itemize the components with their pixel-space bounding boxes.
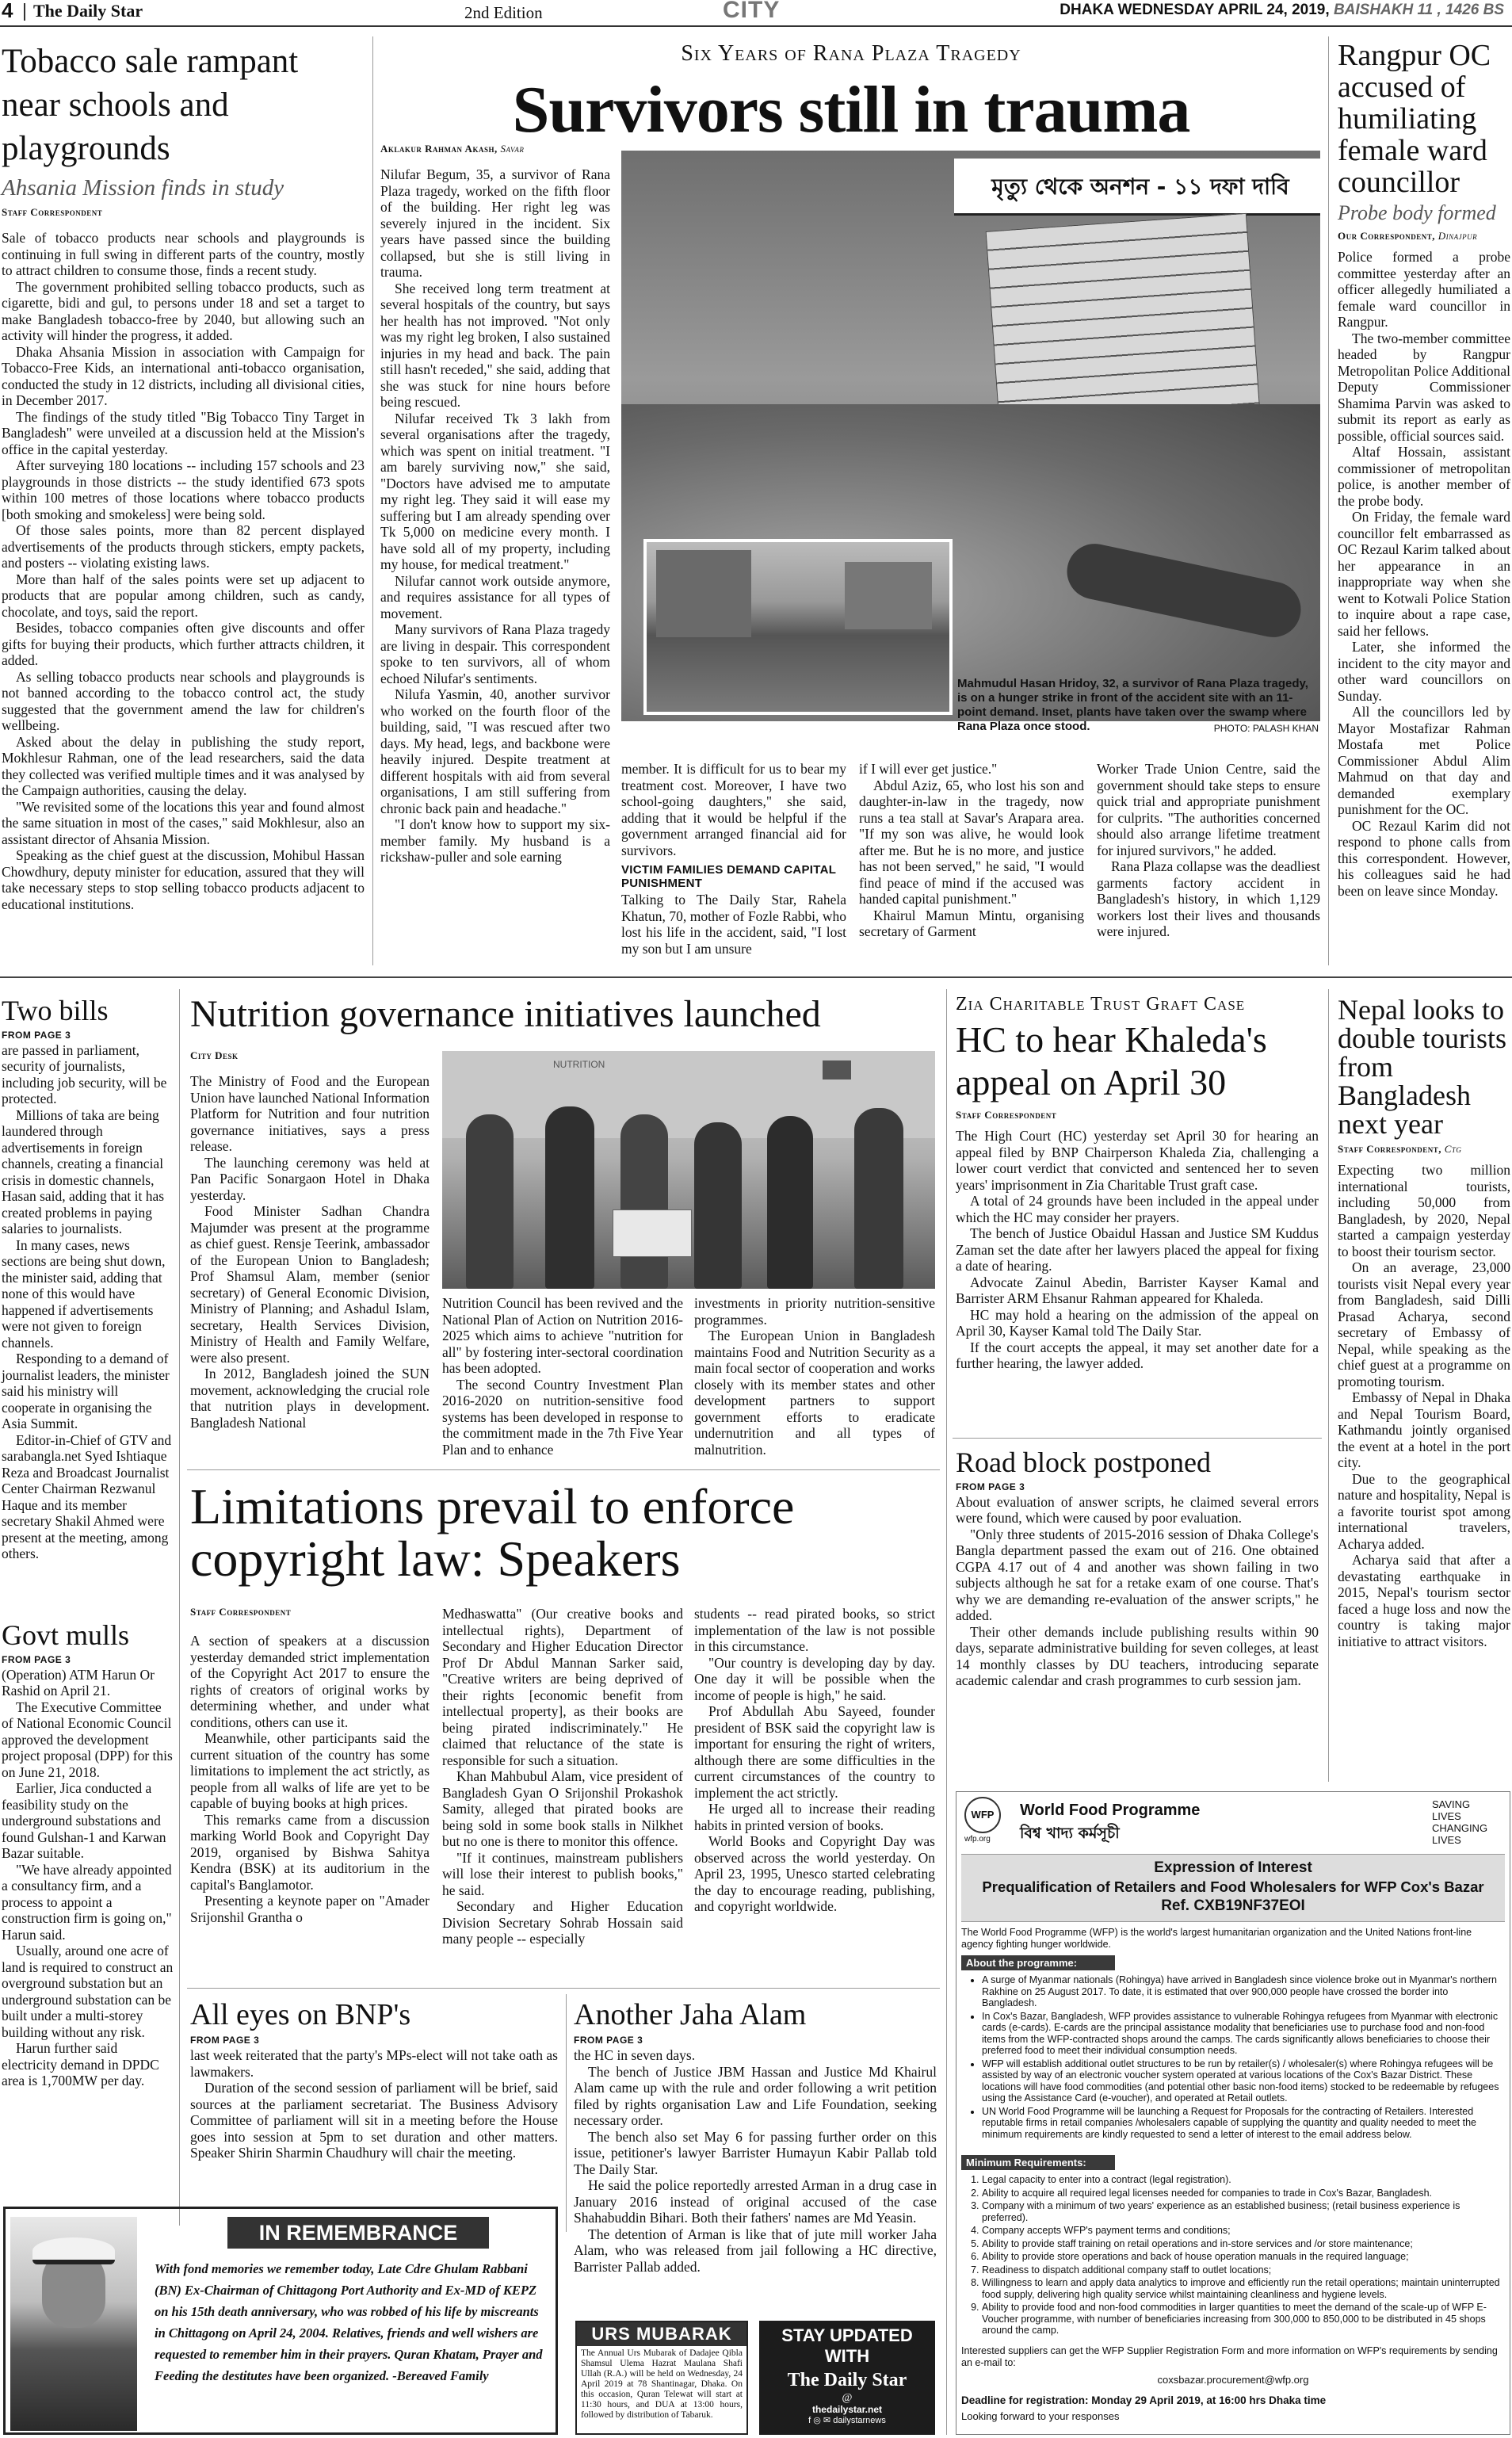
paragraph: Khairul Mamun Mintu, organising secretary of Garment	[859, 907, 1084, 939]
paragraph: The second Country Investment Plan 2016-2020 on nutrition-sensitive food systems has been developed in response to the commitment made in the 7th Five Year Plan and to enhance	[442, 1376, 683, 1458]
paragraph: OC Rezaul Karim did not respond to phone calls from this correspondent. However, his colleagues said he had been on leave since Monday.	[1338, 817, 1510, 899]
photo-credit: PHOTO: PALASH KHAN	[1213, 723, 1319, 734]
wfp-requirements-list	[961, 2174, 1505, 2338]
paragraph: Editor-in-Chief of GTV and sarabangla.net Syed Ishtiaque Reza and Broadcast Journalist Center Chairman Rezwanul Haque and its member secretary Shakil Ahmed were present at the meeting, among others.	[2, 1431, 172, 1562]
rangpur-subheadline: Probe body formed	[1338, 201, 1496, 224]
list-item: 3. Company with a minimum of two years' experience as an established business; (retail business experience is preferred).	[982, 2200, 1505, 2223]
jump-label: FROM PAGE 3	[190, 2035, 260, 2046]
wfp-min-label: Minimum Requirements:	[961, 2155, 1115, 2170]
jump-label: FROM PAGE 3	[2, 1029, 71, 1041]
paragraph: Altaf Hossain, assistant commissioner of metropolitan police, is another member of the probe body.	[1338, 444, 1510, 509]
paragraph: Police formed a probe committee yesterday after an officer allegedly humiliated a female ward councillor in Rangpur.	[1338, 249, 1510, 330]
paragraph: Duration of the second session of parliament will be brief, said sources at the parliament secretariat. The Business Advisory Committee of parliament will sit in a meeting before the House goes into session at 5pm to set duration and other matters. Speaker Shirin Sharmin Chaudhury will chair the meeting.	[190, 2080, 558, 2161]
paragraph: The bench also set May 6 for passing further order on this issue, petitioner's lawyer Barrister Humayun Kabir Pallab told The Daily Star.	[574, 2128, 937, 2177]
paragraph: "I don't know how to support my six-member family. My husband is a rickshaw-puller and sole earning	[380, 816, 610, 865]
remembrance-title: IN REMEMBRANCE	[227, 2217, 489, 2249]
wfp-logo-url: wfp.org	[964, 1835, 991, 1844]
govtmulls-story	[2, 1620, 174, 2089]
rangpur-headline: Rangpur OC accused of humiliating female ward councillor	[1338, 39, 1491, 199]
stay-updated-ad	[759, 2321, 935, 2435]
roadblock-headline: Road block postponed	[956, 1446, 1211, 1478]
paragraph: A total of 24 grounds have been included in the appeal under which the HC may consider her prayers.	[956, 1193, 1319, 1225]
khaleda-headline: HC to hear Khaleda's appeal on April 30	[956, 1019, 1267, 1102]
social-icons: f ◎ ✉	[808, 2416, 834, 2425]
nutrition-col-2	[442, 1295, 683, 1458]
paragraph: More than half of the sales points were set up adjacent to products that are popular among children, such as candy, chocolate, and toys, said the report.	[2, 571, 365, 620]
paragraph: HC may hold a hearing on the admission of the appeal on April 30, Kayser Kamal told The Daily Star.	[956, 1306, 1319, 1339]
rana-byline	[380, 143, 524, 155]
byline-name: Our Correspondent,	[1338, 230, 1436, 242]
paragraph: The bench of Justice JBM Hassan and Justice Md Khairul Alam came up with the rule and order following a writ petition filed by rights organisation Law and Life Foundation, seeking necessary order.	[574, 2063, 937, 2129]
wfp-email-link[interactable]: coxsbazar.procurement@wfp.org	[1157, 2374, 1309, 2386]
paragraph: The Ministry of Food and the European Union have launched National Information Platform for Nutrition and four nutrition governance initiatives, says a press release.	[190, 1073, 430, 1154]
paragraph: Speaking as the chief guest at the discussion, Mohibul Hassan Chowdhury, deputy minister for education, assured that they will take necessary steps to stop selling tobacco products adjacent to educational institutions.	[2, 847, 365, 912]
paragraph: She received long term treatment at several hospitals of the country, but says her health has not improved. "Not only was my right leg broken, I also sustained injuries in my head and back. The pain still hasn't receded," she said, adding that she was stuck for nine hours before being rescued.	[380, 280, 610, 410]
paragraph: "We have already appointed a consultancy firm, and a process to appoint a construction firm is going on," Harun said.	[2, 1861, 172, 1943]
paragraph: Expecting two million international tourists, including 50,000 from Bangladesh, by 2020, Nepal started a campaign yesterday to boost their tourism sector.	[1338, 1162, 1510, 1259]
paragraph: Medhaswatta" (Our creative books and intellectual rights), Department of Secondary and Higher Education Director Prof Dr Abdul Mannan Sarker said, "Creative writers are being deprived of their rights [economic benefit from intellectual property], as their books are being pirated indiscriminately." He claimed that reluctance of the state is responsible for such a situation.	[442, 1606, 683, 1768]
paragraph: The government prohibited selling tobacco products, such as cigarette, bidi and gul, to persons under 18 and set a target to make Bangladesh tobacco-free by 2040, but allowing such an activity will hinder the progress, it added.	[2, 278, 365, 343]
wfp-ad	[956, 1791, 1510, 2435]
paragraph: On an average, 23,000 tourists visit Nepal every year from Bangladesh, said Dilli Prasad Acharya, second secretary of Embassy of Nepal, while speaking as the chief guest at a programme on promoting tourism.	[1338, 1259, 1510, 1389]
paragraph: Responding to a demand of journalist leaders, the minister said his ministry will cooperate in organising the Asia Summit.	[2, 1351, 170, 1432]
paragraph: Prof Abdullah Abu Sayeed, founder president of BSK said the copyright law is important for ensuring the right of writers, although there are some difficulties in the current circumstances of the country to implement the act strictly.	[694, 1703, 935, 1801]
paragraph: Of those sales points, more than 82 percent displayed advertisements of the products through stickers, empty packets, and posters -- violating existing laws.	[2, 522, 365, 571]
person-shape	[545, 1106, 594, 1289]
wfp-interested: Interested suppliers can get the WFP Supplier Registration Form and more information on WFP's requirements by sending an e-mail to:	[961, 2345, 1498, 2368]
paragraph: Their other demands include publishing results within 90 days, separate administrative building for seven colleges, at least 14 monthly classes by DU teachers, introducing separate academic calendar and crash programmes to curb session jam.	[956, 1623, 1319, 1689]
paragraph: "Our country is developing day by day. One day it will be possible when the income of people is high," he said.	[694, 1654, 935, 1703]
paragraph: He said the police reportedly arrested Arman in a drug case in January 2016 instead of original accused of the case Shahabuddin Bihari. Both their fathers' names are Md Yeasin.	[574, 2177, 937, 2226]
stay-brand: The Daily Star	[787, 2370, 907, 2390]
paragraph: On Friday, the female ward councillor felt embarrassed as OC Rezaul Karim talked about her appearance in an inappropriate way when she went to Kotwali Police Station to inquire about a rape case, said her fellows.	[1338, 509, 1510, 639]
stay-url[interactable]: thedailystar.net	[811, 2404, 883, 2415]
paragraph: Earlier, Jica conducted a feasibility study on the underground substations and found Gulshan-1 and Karwan Bazar suitable.	[2, 1780, 166, 1862]
dateline-bangla: BAISHAKH 11 , 1426 BS	[1333, 2, 1504, 18]
list-item: 2. Ability to acquire all required legal licenses needed for companies to trade in Cox's Bazar, Bangladesh.	[982, 2188, 1505, 2199]
paragraph: Presenting a keynote paper on "Amader Srijonshil Grantha o	[190, 1893, 430, 1925]
jump-label: FROM PAGE 3	[956, 1481, 1025, 1492]
paragraph: Nilufar Begum, 35, a survivor of Rana Plaza tragedy, worked on the fifth floor of the building. Her right leg was severely injured in the incident. Six years have passed since the building collapsed, but she is still living in trauma.	[380, 166, 610, 280]
person-shape	[854, 1108, 903, 1289]
wfp-logo-icon: WFP	[964, 1797, 1001, 1833]
copyright-byline: Staff Correspondent	[190, 1606, 292, 1618]
paragraph: Advocate Zainul Abedin, Barrister Kayser Kamal and Barrister ARM Ehsanur Rahman appeared for Khaleda.	[956, 1274, 1319, 1306]
stay-title: STAY UPDATED WITH	[781, 2325, 913, 2366]
jump-label: FROM PAGE 3	[2, 1653, 71, 1665]
list-item: • In Cox's Bazar, Bangladesh, WFP provides assistance to vulnerable Rohingya refugees from Myanmar with electronic cards (e-cards). E-cards are the principal assistance modality that beneficiaries use to purchase food and non-food items from the WFP-contracted shops around the camps. The cards significantly allows beneficiaries to choose their preferred food to meet their individual consumption needs.	[982, 2011, 1505, 2057]
wfp-org-name-bn: বিশ্ব খাদ্য কর্মসূচী	[1020, 1825, 1120, 1842]
building-shape	[845, 562, 932, 629]
paragraph: The launching ceremony was held at Pan Pacific Sonargaon Hotel in Dhaka yesterday.	[190, 1154, 430, 1203]
wfp-ref: Ref. CXB19NF37EOI	[1161, 1897, 1305, 1914]
caption-text: Mahmudul Hasan Hridoy, 32, a survivor of Rana Plaza tragedy, is on a hunger strike in front of the accident site with an 11-point demand. Inset, plants have taken over the swamp where Rana Plaza once stood.	[957, 677, 1308, 733]
person-shape	[694, 1122, 742, 1289]
wfp-eoi-box	[961, 1854, 1505, 1922]
paragraph: Talking to The Daily Star, Rahela Khatun, 70, mother of Fozle Rabbi, who lost his life in the accident, said, "I lost my son but I am unsure	[621, 892, 846, 957]
wfp-intro: The World Food Programme (WFP) is the world's largest humanitarian organization and the United Nations front-line agency fighting hunger worldwide.	[961, 1927, 1472, 1950]
paragraph: Khan Mahbubul Alam, vice president of Bangladesh Gyan O Srijonshil Prokashok Samity, alleged that pirated books are being sold in some book stalls in Nilkhet but no one is there to monitor this offence.	[442, 1768, 683, 1849]
list-item: 4. Company accepts WFP's payment terms and conditions;	[982, 2225, 1505, 2237]
banner-text: মৃত্যু থেকে অনশন - ১১ দফা দাবি	[991, 174, 1289, 200]
nepal-byline	[1338, 1143, 1510, 1156]
paragraph: Acharya said that after a devastating earthquake in 2015, Nepal's tourism sector faced a huge loss and now the country is taking major initiative to attract visitors.	[1338, 1552, 1510, 1649]
paragraph: Many survivors of Rana Plaza tragedy are living in despair. This correspondent spoke to ten survivors, all of whom echoed Nilufar's sentiments.	[380, 621, 610, 686]
paragraph: All the councillors led by Mayor Mostafizar Rahman Mostafa met Police Commissioner Abdul Alim Mahmud on that day and demanded exemplary punishment for the OC.	[1338, 704, 1510, 817]
khaleda-story	[956, 994, 1319, 1372]
nepal-headline: Nepal looks to double tourists from Bangladesh next year	[1338, 994, 1506, 1140]
remembrance-ad	[3, 2207, 558, 2435]
tobacco-subheadline: Ahsania Mission finds in study	[2, 175, 284, 201]
paragraph: Usually, around one acre of land is required to construct an overground substation but an underground substation can be built under a multi-storey building without any risk.	[2, 1943, 174, 2040]
paragraph: The findings of the study titled "Big Tobacco Tiny Target in Bangladesh" were unveiled at a discussion held at the Mission's office in the capital yesterday.	[2, 408, 365, 457]
urs-text: The Annual Urs Mubarak of Dadajee Qibla Shamsul Ulema Hazrat Maulana Shafi Ullah (R.A.) will be held on Wednesday, 24 April 2019 at 78 Shantinagar, Dhaka. On this occasion, Quran Telewat will start at 11:30 hours, and DUA at 13:00 hours, followed by distribution of Tabaruk.	[581, 2348, 743, 2420]
paragraph: last week reiterated that the party's MPs-elect will not take oath as lawmakers.	[190, 2047, 558, 2080]
nutrition-col-1	[190, 1073, 430, 1431]
masthead	[0, 0, 1512, 27]
paragraph: Rana Plaza collapse was the deadliest garments factory accident in Bangladesh's history, in which 1,129 workers lost their lives and thousands were injured.	[1097, 858, 1320, 939]
twobills-headline: Two bills	[2, 995, 109, 1026]
paragraph: The bench of Justice Obaidul Hassan and Justice SM Kuddus Zaman set the date after her lawyers placed the appeal for fixing a date of hearing.	[956, 1225, 1319, 1274]
copyright-col-3	[694, 1606, 935, 1915]
paragraph: if I will ever get justice."	[859, 761, 998, 777]
paragraph: If the court accepts the appeal, it may set another date for a further hearing, the lawyer added.	[956, 1339, 1319, 1371]
paragraph: Secondary and Higher Education Division Secretary Sohrab Hossain said many people -- especially	[442, 1898, 683, 1947]
paragraph: students -- read pirated books, so strict implementation of the law is not possible in this circumstance.	[694, 1606, 935, 1654]
section-label: CITY	[723, 0, 781, 23]
nepal-story	[1338, 995, 1510, 1649]
bnp-headline: All eyes on BNP's	[190, 1998, 411, 2031]
list-item: 5. Ability to provide staff training on retail operations and in-store services and /or store maintenance;	[982, 2238, 1505, 2250]
paragraph: Due to the geographical nature and hospitality, Nepal is a favorite tourist spot among international travelers, Acharya added.	[1338, 1470, 1510, 1552]
tobacco-story	[2, 40, 365, 912]
rana-subhead: VICTIM FAMILIES DEMAND CAPITAL PUNISHMENT	[621, 863, 836, 890]
jaha-story	[574, 1999, 937, 2275]
wfp-about-label: About the programme:	[961, 1955, 1115, 1970]
list-item: • UN World Food Programme will be launching a Request for Proposals for the contracting of Retailers. Interested reputable firms in retail companies /wholesalers capable of supplying the quantity and quality needed to meet the minimum requirements are kindly requested to send a letter of interest to the email address below.	[982, 2106, 1505, 2141]
urs-title: URS MUBARAK	[577, 2322, 746, 2346]
building-shape	[656, 550, 751, 637]
paragraph: Sale of tobacco products near schools and playgrounds is continuing in full swing in different parts of the country, mostly to attract children to consume those, finds a recent study.	[2, 230, 365, 278]
byline-place: Savar	[500, 143, 525, 155]
nutrition-byline: City Desk	[190, 1049, 239, 1061]
nutrition-photo	[442, 1051, 935, 1289]
section-rule	[0, 976, 1512, 978]
paragraph: After surveying 180 locations -- including 157 schools and 23 playgrounds in those districts -- the study identified 673 spots within 100 metres of those locations where tobacco products [both smoking and smokeless] were being sold.	[2, 457, 365, 522]
dateline	[1060, 2, 1504, 19]
eu-flag-icon	[823, 1060, 851, 1080]
paragraph: Later, she informed the incident to the city mayor and other ward councillors on Sunday.	[1338, 639, 1510, 704]
byline-place: Ctg	[1444, 1143, 1462, 1155]
paragraph: This remarks came from a discussion marking World Book and Copyright Day 2019, organised by Bishwa Sahitya Kendra (BSK) at its auditorium in the capital's Banglamotor.	[190, 1811, 430, 1893]
paragraph: Abdul Aziz, 65, who lost his son and daughter-in-law in the tragedy, now runs a tea stall at Savar's Arapara area. "If my son was alive, he would look after me. But he is no more, and justice has not been served," he said, "I would find peace of mind if the accused was handed capital punishment."	[859, 777, 1084, 907]
social-handle: dailystarnews	[833, 2416, 886, 2425]
paragraph: A section of speakers at a discussion yesterday demanded strict implementation of the Copyright Act 2017 to ensure the rights of creators of original works by determining whether, and under what conditions, others can use it.	[190, 1633, 430, 1730]
tobacco-body	[2, 230, 365, 912]
paragraph: Harun further said electricity demand in DPDC area is 1,700MW per day.	[2, 2040, 159, 2089]
rana-kicker: Six Years of Rana Plaza Tragedy	[681, 41, 1021, 66]
wfp-org-name: World Food Programme	[1020, 1802, 1201, 1819]
wfp-about-list	[961, 1974, 1505, 2142]
byline-place: Dinajpur	[1438, 230, 1478, 242]
nutrition-col-3	[694, 1295, 935, 1458]
section-rule	[187, 1988, 940, 1989]
copyright-headline: Limitations prevail to enforce copyright law: Speakers	[190, 1478, 795, 1587]
bnp-story	[190, 1999, 558, 2161]
podium-shape	[613, 1209, 692, 1257]
paragraph: In 2012, Bangladesh joined the SUN movement, acknowledging the crucial role that nutrition plays in development. Bangladesh National	[190, 1366, 430, 1431]
paragraph: Nilufar cannot work outside anymore, and requires assistance for all types of movement.	[380, 572, 610, 621]
byline-name: Staff Correspondent,	[1338, 1143, 1441, 1155]
paragraph: "If it continues, mainstream publishers will lose their interest to publish books," he said.	[442, 1849, 683, 1898]
urs-ad	[575, 2321, 748, 2435]
list-item: 8. Willingness to learn and apply data analytics to improve and efficiently run the retail operations; maintain uninterrupted food supply, delivering high quality service whilst maintaining cleanliness and hygiene levels.	[982, 2277, 1505, 2300]
list-item: 1. Legal capacity to enter into a contract (legal registration).	[982, 2174, 1505, 2186]
rana-col-2	[621, 761, 846, 957]
section-rule	[953, 1438, 1322, 1439]
byline-name: Aklakur Rahman Akash,	[380, 143, 498, 155]
wfp-closing: Looking forward to your responses	[961, 2410, 1120, 2422]
portrait-cap	[32, 2237, 115, 2264]
khaleda-byline: Staff Correspondent	[956, 1109, 1057, 1121]
paragraph: Nilufar received Tk 3 lakh from several organisations after the tragedy, which was spent on initial treatment. "I am barely surviving now," she said, "Doctors have advised me to amputate my right leg. They said it will ease my suffering but I am already spending over Tk 5,000 on medicine every month. I have sold all of my property, including my house, for medical treatment."	[380, 410, 610, 572]
rangpur-story	[1338, 40, 1510, 899]
rana-caption	[957, 677, 1319, 734]
column-rule	[1328, 989, 1329, 1782]
paragraph: As selling tobacco products near schools and playgrounds is not banned according to the tobacco control act, the study suggested that the government amend the law for children's wellbeing.	[2, 668, 365, 733]
backdrop-text: NUTRITION	[553, 1059, 605, 1070]
rana-plaza-photo	[621, 151, 1320, 721]
wfp-deadline: Deadline for registration: Monday 29 April 2019, at 16:00 hrs Dhaka time	[961, 2394, 1327, 2406]
rana-headline: Survivors still in trauma	[512, 73, 1190, 147]
section-rule	[187, 1469, 940, 1470]
paragraph: Besides, tobacco companies often give discounts and offer gifts for buying their products, which further attracts children, it added.	[2, 620, 365, 668]
paragraph: The High Court (HC) yesterday set April 30 for hearing an appeal filed by BNP Chairperson Khaleda Zia, challenging a lower court verdict that convicted and sentenced her to seven years' imprisonment in Zia Charitable Trust graft case.	[956, 1128, 1319, 1193]
masthead-divider	[24, 3, 25, 21]
paragraph: The Executive Committee of National Economic Council approved the development project proposal (DPP) for this on June 21, 2018.	[2, 1699, 173, 1780]
page-number: 4	[2, 0, 13, 22]
list-item: 6. Ability to provide store operations and back of house operation manuals in the required language;	[982, 2251, 1505, 2263]
jaha-headline: Another Jaha Alam	[574, 1998, 807, 2031]
paragraph: "Only three students of 2015-2016 session of Dhaka College's Bangla department passed the exam out of 216. One obtained CGPA 4.17 out of 4 and another was shown failing in two subjects although he sat for a retake exam of one course. That's why we are demanding re-evaluation of the answer scripts," he added.	[956, 1526, 1319, 1624]
paragraph: investments in priority nutrition-sensitive programmes.	[694, 1295, 935, 1328]
copyright-col-1	[190, 1633, 430, 1925]
person-shape	[466, 1114, 514, 1289]
list-item: 9. Ability to provide food and non-food commodities in larger quantities to meet the demand of the scale-up of WFP E-Voucher programme, with number of beneficiaries increasing from 300,000 to 850,000 to be distributed in 45 shops around the camp.	[982, 2302, 1505, 2337]
stay-social[interactable]	[759, 2415, 935, 2425]
govtmulls-headline: Govt mulls	[2, 1619, 130, 1651]
person-shape	[620, 1114, 668, 1289]
column-rule	[372, 36, 373, 965]
wfp-eoi-subtitle: Prequalification of Retailers and Food Wholesalers for WFP Cox's Bazar	[982, 1878, 1484, 1895]
remembrance-text: With fond memories we remember today, Late Cdre Ghulam Rabbani (BN) Ex-Chairman of Chittagong Port Authority and Ex-MD of KEPZ on his 15th death anniversary, who was robbed of his life by miscreants in Chittagong on April 24, 2004. Relatives, friends and well wishers are requested to remember him in their prayers. Quran Khatam, Prayer and Feeding the destitutes have been organized. -Bereaved Family	[155, 2261, 543, 2383]
paragraph: World Books and Copyright Day was observed across the world yesterday. On April 23, 1995, Unesco started celebrating the day to encourage reading, publishing, and copyright worldwide.	[694, 1833, 935, 1914]
khaleda-kicker: Zia Charitable Trust Graft Case	[956, 994, 1246, 1015]
column-rule	[1328, 36, 1329, 965]
paragraph: Worker Trade Union Centre, said the government should take steps to ensure quick trial and appropriate punishment for culprits. "The authorities concerned should also arrange lifetime treatment for injured survivors," he added.	[1097, 761, 1320, 858]
edition-label: 2nd Edition	[464, 3, 543, 22]
rana-col-3	[859, 761, 1084, 940]
rana-col-1	[380, 166, 610, 866]
person-shape	[767, 1116, 813, 1289]
roadblock-story	[956, 1447, 1319, 1689]
paragraph: are passed in parliament, security of journalists, including job security, will be protected.	[2, 1041, 167, 1107]
list-item: • WFP will establish additional outlet structures to be run by retailer(s) / wholesaler(s) where Rohingya refugees will be assisted by way of an electronic voucher system operated at various locations of the Cox's Bazar District. These locations will have food commodities (and potential other basic non-food items) stocked to be redeemable by refugees using the Assistance Card (e-voucher), and operated at Retail outlets.	[982, 2058, 1505, 2104]
column-rule	[566, 1994, 567, 2232]
paragraph: In many cases, news sections are being shut down, the minister said, adding that none of this would have happened if advertisements were not given to foreign channels.	[2, 1236, 166, 1351]
nutrition-headline: Nutrition governance initiatives launched	[190, 993, 821, 1035]
paper-logo: The Daily Star	[33, 1, 143, 21]
paragraph: Embassy of Nepal in Dhaka and Nepal Tourism Board, Kathmandu jointly organised the event at a hotel in the port city.	[1338, 1389, 1510, 1470]
paragraph: He urged all to increase their reading habits in printed version of books.	[694, 1801, 935, 1833]
paragraph: The two-member committee headed by Rangpur Metropolitan Police Additional Deputy Commissioner Shamima Parvin was asked to submit its report as early as possible, official sources said.	[1338, 330, 1510, 444]
list-item: 7. Readiness to dispatch additional company staff to outlet locations;	[982, 2264, 1505, 2276]
paragraph: Dhaka Ahsania Mission in association with Campaign for Tobacco-Free Kids, an international anti-tobacco organisation, conducted the study in 12 districts, including all divisional cities, in December 2017.	[2, 343, 365, 408]
wfp-eoi-title: Expression of Interest	[1154, 1859, 1312, 1876]
paragraph: member. It is difficult for us to bear my treatment cost. Moreover, I have two school-going daughters," she said, adding that it would be helpful if the government arranged financial aid for survivors.	[621, 761, 846, 858]
tobacco-byline: Staff Correspondent	[2, 206, 103, 218]
globe-icon: @	[842, 2392, 853, 2404]
rangpur-byline	[1338, 230, 1510, 243]
paragraph: Food Minister Sadhan Chandra Majumder was present at the programme as chief guest. Rensje Teerink, ambassador of the European Union to Bangladesh; Prof Shamsul Alam, member (senior secretary) of General Economic Division, Ministry of Planning; and Ashadul Islam, secretary, Health Services Division, Ministry of Health and Family Welfare, were also present.	[190, 1203, 430, 1366]
portrait-photo	[10, 2217, 137, 2431]
jump-label: FROM PAGE 3	[574, 2035, 643, 2046]
column-rule	[946, 989, 947, 2435]
twobills-story	[2, 995, 174, 1562]
paragraph: Meanwhile, other participants said the current situation of the country has some limitations to implement the act strictly, as people from all walks of life are yet to be capable of buying books at high prices.	[190, 1730, 430, 1811]
rana-col-4	[1097, 761, 1320, 940]
paragraph: the HC in seven days.	[574, 2047, 696, 2064]
paragraph: About evaluation of answer scripts, he claimed several errors were found, which were caused by poor evaluation.	[956, 1493, 1319, 1527]
paragraph: Asked about the delay in publishing the study report, Mokhlesur Rahman, one of the lead researchers, said the data they collected was verified multiple times and it was analysed by the Campaign authorities, causing the delay.	[2, 733, 365, 798]
column-rule	[179, 989, 180, 2226]
dateline-english: DHAKA WEDNESDAY APRIL 24, 2019,	[1060, 2, 1330, 18]
hunger-strike-banner	[954, 159, 1320, 216]
list-item: • A surge of Myanmar nationals (Rohingya) have arrived in Bangladesh since violence broke out in Myanmar's northern Rakhine on 25 August 2017. To date, it is estimated that over 900,000 people have crossed the border into Bangladesh.	[982, 1974, 1505, 2009]
paragraph: The European Union in Bangladesh maintains Food and Nutrition Security as a main focal sector of cooperation and works closely with its member states and other development partners to support government efforts to eradicate undernutrition and all types of malnutrition.	[694, 1328, 935, 1458]
paragraph: (Operation) ATM Harun Or Rashid on April 21.	[2, 1666, 155, 1699]
paragraph: The detention of Arman is like that of jute mill worker Jaha Alam, who was released from jail following a HC directive, Barrister Pallab added.	[574, 2226, 937, 2275]
wfp-tagline: SAVING LIVES CHANGING LIVES	[1432, 1798, 1488, 1846]
tobacco-headline: Tobacco sale rampant near schools and playgrounds	[2, 43, 299, 167]
paragraph: Nilufa Yasmin, 40, another survivor who worked on the fourth floor of the building, said, "I was rescued after two days. My head, legs, and backbone were heavily injured. Despite treatment at different hospitals with aid from several organisations, I am still suffering from chronic back pain and headache."	[380, 686, 610, 816]
paragraph: "We revisited some of the locations this year and found almost the same situation in most of the cases," said Mokhlesur, also an assistant director of Ahsania Mission.	[2, 798, 365, 847]
copyright-col-2	[442, 1606, 683, 1947]
paragraph: Nutrition Council has been revived and the National Plan of Action on Nutrition 2016-2025 which aims to achieve "nutrition for all" by fostering inter-sectoral coordination has been adopted.	[442, 1295, 683, 1376]
paragraph: Millions of taka are being laundered through advertisements in foreign channels, creating a financial crisis in domestic channels, Hasan said, adding that it has created problems in paying salaries to journalists.	[2, 1106, 165, 1237]
inset-photo	[643, 539, 953, 715]
